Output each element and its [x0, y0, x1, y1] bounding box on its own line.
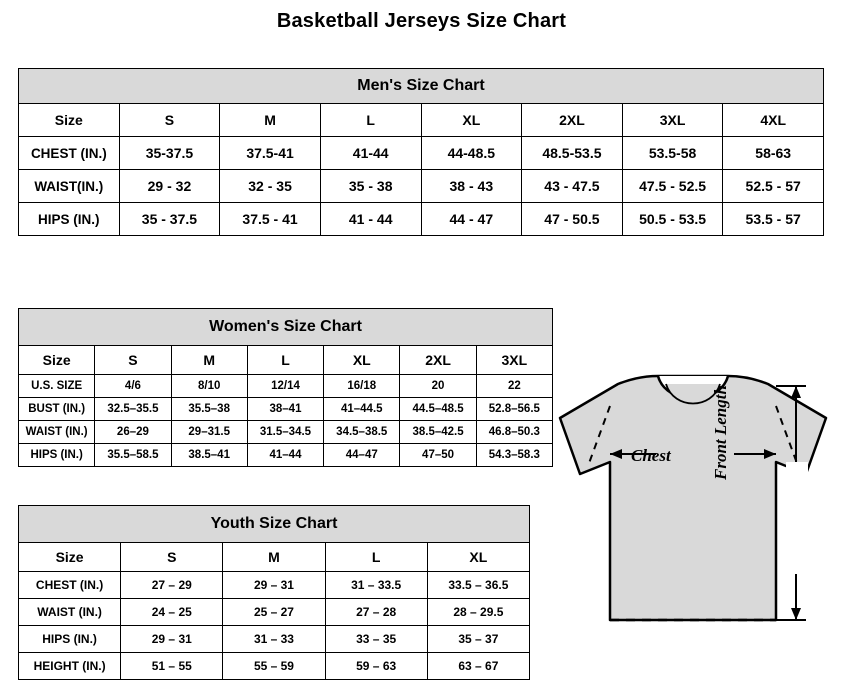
column-header: M	[220, 104, 321, 137]
table-row	[19, 653, 530, 680]
row-label: WAIST (IN.)	[19, 421, 95, 444]
row-label: WAIST(IN.)	[19, 170, 120, 203]
table-header-row	[19, 543, 530, 572]
table-cell: 24 – 25	[121, 599, 223, 626]
column-header: L	[320, 104, 421, 137]
row-label: CHEST (IN.)	[19, 572, 121, 599]
chest-measurement-label: Chest	[631, 446, 671, 465]
column-header: 4XL	[723, 104, 824, 137]
table-caption-row	[19, 309, 553, 346]
table-cell: 27 – 29	[121, 572, 223, 599]
table-caption-row	[19, 506, 530, 543]
page-title: Basketball Jerseys Size Chart	[276, 10, 567, 32]
table-cell: 41 - 44	[320, 203, 421, 236]
mens-size-chart-table	[18, 68, 824, 236]
table-row	[19, 137, 824, 170]
row-label: HIPS (IN.)	[19, 203, 120, 236]
table-cell: 35.5–38	[171, 398, 247, 421]
table-cell: 35-37.5	[119, 137, 220, 170]
row-label: U.S. SIZE	[19, 375, 95, 398]
table-cell: 35.5–58.5	[95, 444, 171, 467]
column-header: XL	[421, 104, 522, 137]
table-row	[19, 170, 824, 203]
table-cell: 51 – 55	[121, 653, 223, 680]
table-cell: 28 – 29.5	[427, 599, 529, 626]
table-cell: 44–47	[324, 444, 400, 467]
table-cell: 29 - 32	[119, 170, 220, 203]
column-header: S	[119, 104, 220, 137]
table-cell: 54.3–58.3	[476, 444, 552, 467]
table-cell: 41-44	[320, 137, 421, 170]
table-cell: 8/10	[171, 375, 247, 398]
row-label: HIPS (IN.)	[19, 444, 95, 467]
column-header: XL	[427, 543, 529, 572]
column-header: S	[95, 346, 171, 375]
jersey-measurement-diagram	[548, 370, 838, 670]
table-cell: 31 – 33.5	[325, 572, 427, 599]
table-cell: 33.5 – 36.5	[427, 572, 529, 599]
column-header: 2XL	[522, 104, 623, 137]
column-header: L	[325, 543, 427, 572]
column-header: 3XL	[622, 104, 723, 137]
table-cell: 26–29	[95, 421, 171, 444]
table-cell: 46.8–50.3	[476, 421, 552, 444]
table-row	[19, 203, 824, 236]
table-cell: 29–31.5	[171, 421, 247, 444]
table-cell: 44-48.5	[421, 137, 522, 170]
table-cell: 29 – 31	[223, 572, 325, 599]
table-cell: 59 – 63	[325, 653, 427, 680]
table-cell: 44.5–48.5	[400, 398, 476, 421]
table-cell: 35 - 37.5	[119, 203, 220, 236]
table-cell: 53.5-58	[622, 137, 723, 170]
table-cell: 32.5–35.5	[95, 398, 171, 421]
table-header-row	[19, 346, 553, 375]
column-header: Size	[19, 104, 120, 137]
table-cell: 41–44	[247, 444, 323, 467]
table-row	[19, 398, 553, 421]
table-cell: 52.5 - 57	[723, 170, 824, 203]
youth-chart-caption: Youth Size Chart	[19, 506, 530, 543]
column-header: Size	[19, 346, 95, 375]
column-header: S	[121, 543, 223, 572]
column-header: XL	[324, 346, 400, 375]
table-row	[19, 375, 553, 398]
column-header: L	[247, 346, 323, 375]
table-cell: 34.5–38.5	[324, 421, 400, 444]
table-cell: 25 – 27	[223, 599, 325, 626]
table-cell: 52.8–56.5	[476, 398, 552, 421]
row-label: HEIGHT (IN.)	[19, 653, 121, 680]
jersey-shirt-icon	[548, 370, 838, 670]
table-cell: 38.5–41	[171, 444, 247, 467]
table-cell: 55 – 59	[223, 653, 325, 680]
table-cell: 63 – 67	[427, 653, 529, 680]
table-cell: 47 - 50.5	[522, 203, 623, 236]
table-row	[19, 599, 530, 626]
table-row	[19, 626, 530, 653]
table-cell: 47.5 - 52.5	[622, 170, 723, 203]
table-cell: 16/18	[324, 375, 400, 398]
womens-size-chart-table	[18, 308, 553, 467]
table-row	[19, 421, 553, 444]
column-header: M	[223, 543, 325, 572]
table-cell: 32 - 35	[220, 170, 321, 203]
column-header: 2XL	[400, 346, 476, 375]
table-cell: 38–41	[247, 398, 323, 421]
row-label: HIPS (IN.)	[19, 626, 121, 653]
column-header: M	[171, 346, 247, 375]
youth-size-chart-table	[18, 505, 530, 680]
table-cell: 43 - 47.5	[522, 170, 623, 203]
mens-chart-caption: Men's Size Chart	[19, 69, 824, 104]
front-length-measurement-label: Front Length	[711, 385, 730, 480]
table-row	[19, 444, 553, 467]
table-cell: 12/14	[247, 375, 323, 398]
row-label: WAIST (IN.)	[19, 599, 121, 626]
womens-chart-caption: Women's Size Chart	[19, 309, 553, 346]
table-cell: 20	[400, 375, 476, 398]
table-cell: 53.5 - 57	[723, 203, 824, 236]
table-cell: 38.5–42.5	[400, 421, 476, 444]
table-cell: 35 - 38	[320, 170, 421, 203]
table-cell: 58-63	[723, 137, 824, 170]
table-cell: 47–50	[400, 444, 476, 467]
table-cell: 44 - 47	[421, 203, 522, 236]
table-row	[19, 572, 530, 599]
column-header: 3XL	[476, 346, 552, 375]
table-cell: 27 – 28	[325, 599, 427, 626]
table-cell: 22	[476, 375, 552, 398]
table-cell: 29 – 31	[121, 626, 223, 653]
table-cell: 31 – 33	[223, 626, 325, 653]
row-label: CHEST (IN.)	[19, 137, 120, 170]
column-header: Size	[19, 543, 121, 572]
table-cell: 31.5–34.5	[247, 421, 323, 444]
table-cell: 50.5 - 53.5	[622, 203, 723, 236]
table-cell: 38 - 43	[421, 170, 522, 203]
table-cell: 41–44.5	[324, 398, 400, 421]
table-cell: 48.5-53.5	[522, 137, 623, 170]
table-cell: 37.5-41	[220, 137, 321, 170]
table-cell: 33 – 35	[325, 626, 427, 653]
table-cell: 37.5 - 41	[220, 203, 321, 236]
table-cell: 35 – 37	[427, 626, 529, 653]
table-header-row	[19, 104, 824, 137]
table-cell: 4/6	[95, 375, 171, 398]
row-label: BUST (IN.)	[19, 398, 95, 421]
table-caption-row	[19, 69, 824, 104]
